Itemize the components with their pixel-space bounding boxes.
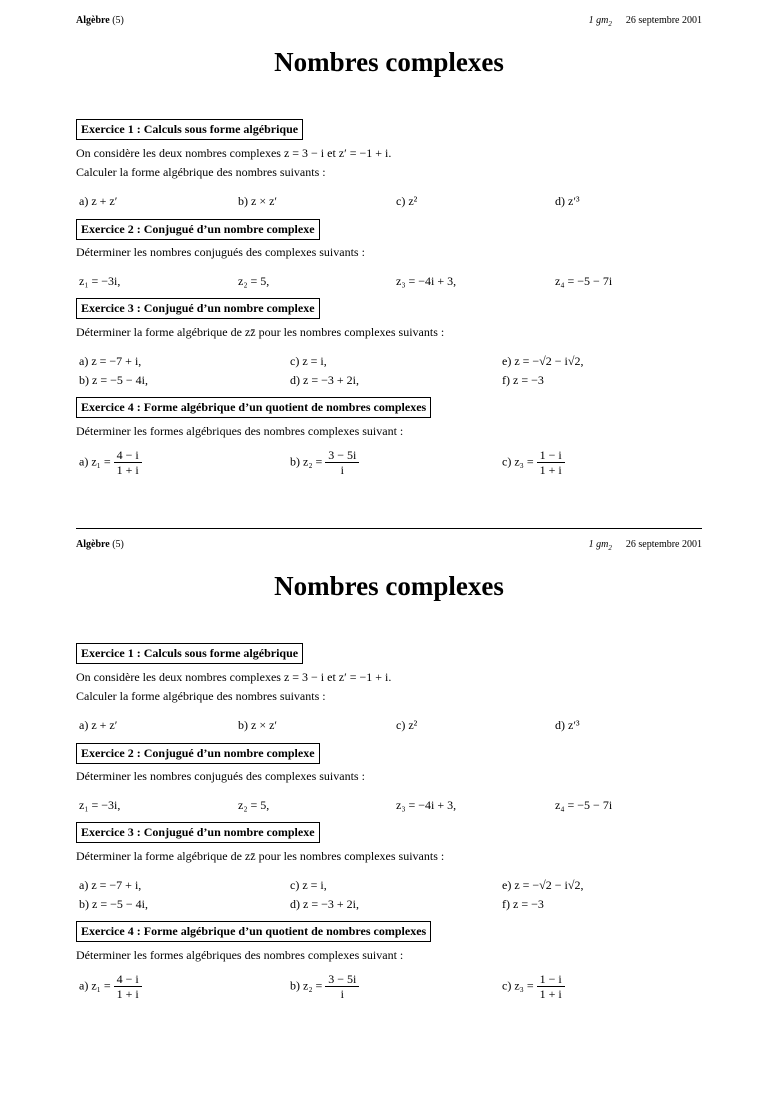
exercise-1-item: d) z′³: [555, 718, 580, 732]
exercise-3-item: e) z = −√2 − i√2,: [502, 878, 584, 892]
exercise-4-item: b) z₂ = $\frac{3 - 5i}{i}$: [290, 448, 359, 477]
header-date: 26 septembre 2001: [625, 539, 702, 550]
exercise-1-title: Exercice 1 : Calculs sous forme algébrique: [76, 643, 303, 664]
exercise-4-item: c) z₃ = $\frac{1 - i}{1 + i}$: [502, 972, 565, 1001]
worksheet-top: [0, 15, 775, 525]
exercise-3-intro: Déterminer la forme algébrique de zz̄ pour les nombres complexes suivants :: [76, 849, 445, 863]
header-date: 26 septembre 2001: [625, 15, 702, 26]
page-header: [76, 15, 702, 29]
exercise-4-item: b) z₂ = $\frac{3 - 5i}{i}$: [290, 972, 359, 1001]
exercise-4-intro: Déterminer les formes algébriques des nombres complexes suivant :: [76, 424, 404, 438]
exercise-3-item: c) z = i,: [290, 354, 327, 368]
page-header: [76, 539, 702, 553]
header-subject: Algèbre (5): [76, 539, 124, 550]
worksheet-copy: [76, 539, 702, 1063]
exercise-2-intro: Déterminer les nombres conjugués des complexes suivants :: [76, 769, 365, 783]
fraction: $\frac{4 - i}{1 + i}$: [114, 448, 142, 477]
exercise-2-item: z₁ = −3i,: [79, 798, 121, 812]
exercise-4-title: Exercice 4 : Forme algébrique d’un quotient de nombres complexes: [76, 921, 431, 942]
header-class: 1 $gm_2$: [588, 539, 612, 552]
exercise-2-item: z₄ = −5 − 7i: [555, 798, 613, 812]
exercise-3-item: f) z = −3: [502, 373, 544, 387]
exercise-4-title: Exercice 4 : Forme algébrique d’un quotient de nombres complexes: [76, 397, 431, 418]
page-title: Nombres complexes: [274, 47, 504, 77]
exercise-3-item: e) z = −√2 − i√2,: [502, 354, 584, 368]
fraction: $\frac{1 - i}{1 + i}$: [537, 448, 565, 477]
fraction: $\frac{4 - i}{1 + i}$: [114, 972, 142, 1001]
fraction: $\frac{1 - i}{1 + i}$: [537, 972, 565, 1001]
exercise-3-item: f) z = −3: [502, 897, 544, 911]
header-class-date: [589, 539, 702, 552]
exercise-1-item: b) z × z′: [238, 718, 278, 732]
exercise-2-item: z₃ = −4i + 3,: [396, 274, 457, 288]
exercise-3-title: Exercice 3 : Conjugué d’un nombre complexe: [76, 298, 320, 319]
exercise-2-title: Exercice 2 : Conjugué d’un nombre complexe: [76, 219, 320, 240]
exercise-1-item: a) z + z′: [79, 718, 118, 732]
exercise-4-intro: Déterminer les formes algébriques des nombres complexes suivant :: [76, 948, 404, 962]
exercise-3-item: d) z = −3 + 2i,: [290, 373, 359, 387]
exercise-2-item: z₂ = 5,: [238, 274, 270, 288]
cut-line-divider: [76, 528, 702, 529]
exercise-1-item: c) z²: [396, 194, 418, 208]
header-subject: Algèbre (5): [76, 15, 124, 26]
exercise-1-intro: On considère les deux nombres complexes z = 3 − i et z′ = −1 + i.: [76, 670, 392, 684]
exercise-1-ask: Calculer la forme algébrique des nombres suivants :: [76, 165, 326, 179]
exercise-1-item: d) z′³: [555, 194, 580, 208]
exercise-2-intro: Déterminer les nombres conjugués des complexes suivants :: [76, 245, 365, 259]
exercise-3-title: Exercice 3 : Conjugué d’un nombre complexe: [76, 822, 320, 843]
exercise-2-item: z₁ = −3i,: [79, 274, 121, 288]
exercise-4-item: a) z₁ = $\frac{4 - i}{1 + i}$: [79, 448, 142, 477]
exercise-3-item: c) z = i,: [290, 878, 327, 892]
exercise-4-item: a) z₁ = $\frac{4 - i}{1 + i}$: [79, 972, 142, 1001]
exercise-3-item: a) z = −7 + i,: [79, 354, 142, 368]
exercise-2-item: z₄ = −5 − 7i: [555, 274, 613, 288]
exercise-3-item: a) z = −7 + i,: [79, 878, 142, 892]
exercise-4-item: c) z₃ = $\frac{1 - i}{1 + i}$: [502, 448, 565, 477]
worksheet-copy: [76, 15, 702, 539]
header-class-date: [589, 15, 702, 28]
exercise-2-item: z₃ = −4i + 3,: [396, 798, 457, 812]
fraction: $\frac{3 - 5i}{i}$: [325, 448, 359, 477]
exercise-1-ask: Calculer la forme algébrique des nombres suivants :: [76, 689, 326, 703]
exercise-1-item: c) z²: [396, 718, 418, 732]
exercise-3-item: d) z = −3 + 2i,: [290, 897, 359, 911]
exercise-1-title: Exercice 1 : Calculs sous forme algébrique: [76, 119, 303, 140]
page-title: Nombres complexes: [274, 571, 504, 601]
exercise-1-intro: On considère les deux nombres complexes z = 3 − i et z′ = −1 + i.: [76, 146, 392, 160]
exercise-3-intro: Déterminer la forme algébrique de zz̄ pour les nombres complexes suivants :: [76, 325, 445, 339]
exercise-1-item: b) z × z′: [238, 194, 278, 208]
exercise-2-title: Exercice 2 : Conjugué d’un nombre complexe: [76, 743, 320, 764]
exercise-3-item: b) z = −5 − 4i,: [79, 897, 148, 911]
fraction: $\frac{3 - 5i}{i}$: [325, 972, 359, 1001]
exercise-1-item: a) z + z′: [79, 194, 118, 208]
exercise-2-item: z₂ = 5,: [238, 798, 270, 812]
worksheet-bottom: [0, 539, 775, 1049]
exercise-3-item: b) z = −5 − 4i,: [79, 373, 148, 387]
header-class: 1 $gm_2$: [588, 15, 612, 28]
